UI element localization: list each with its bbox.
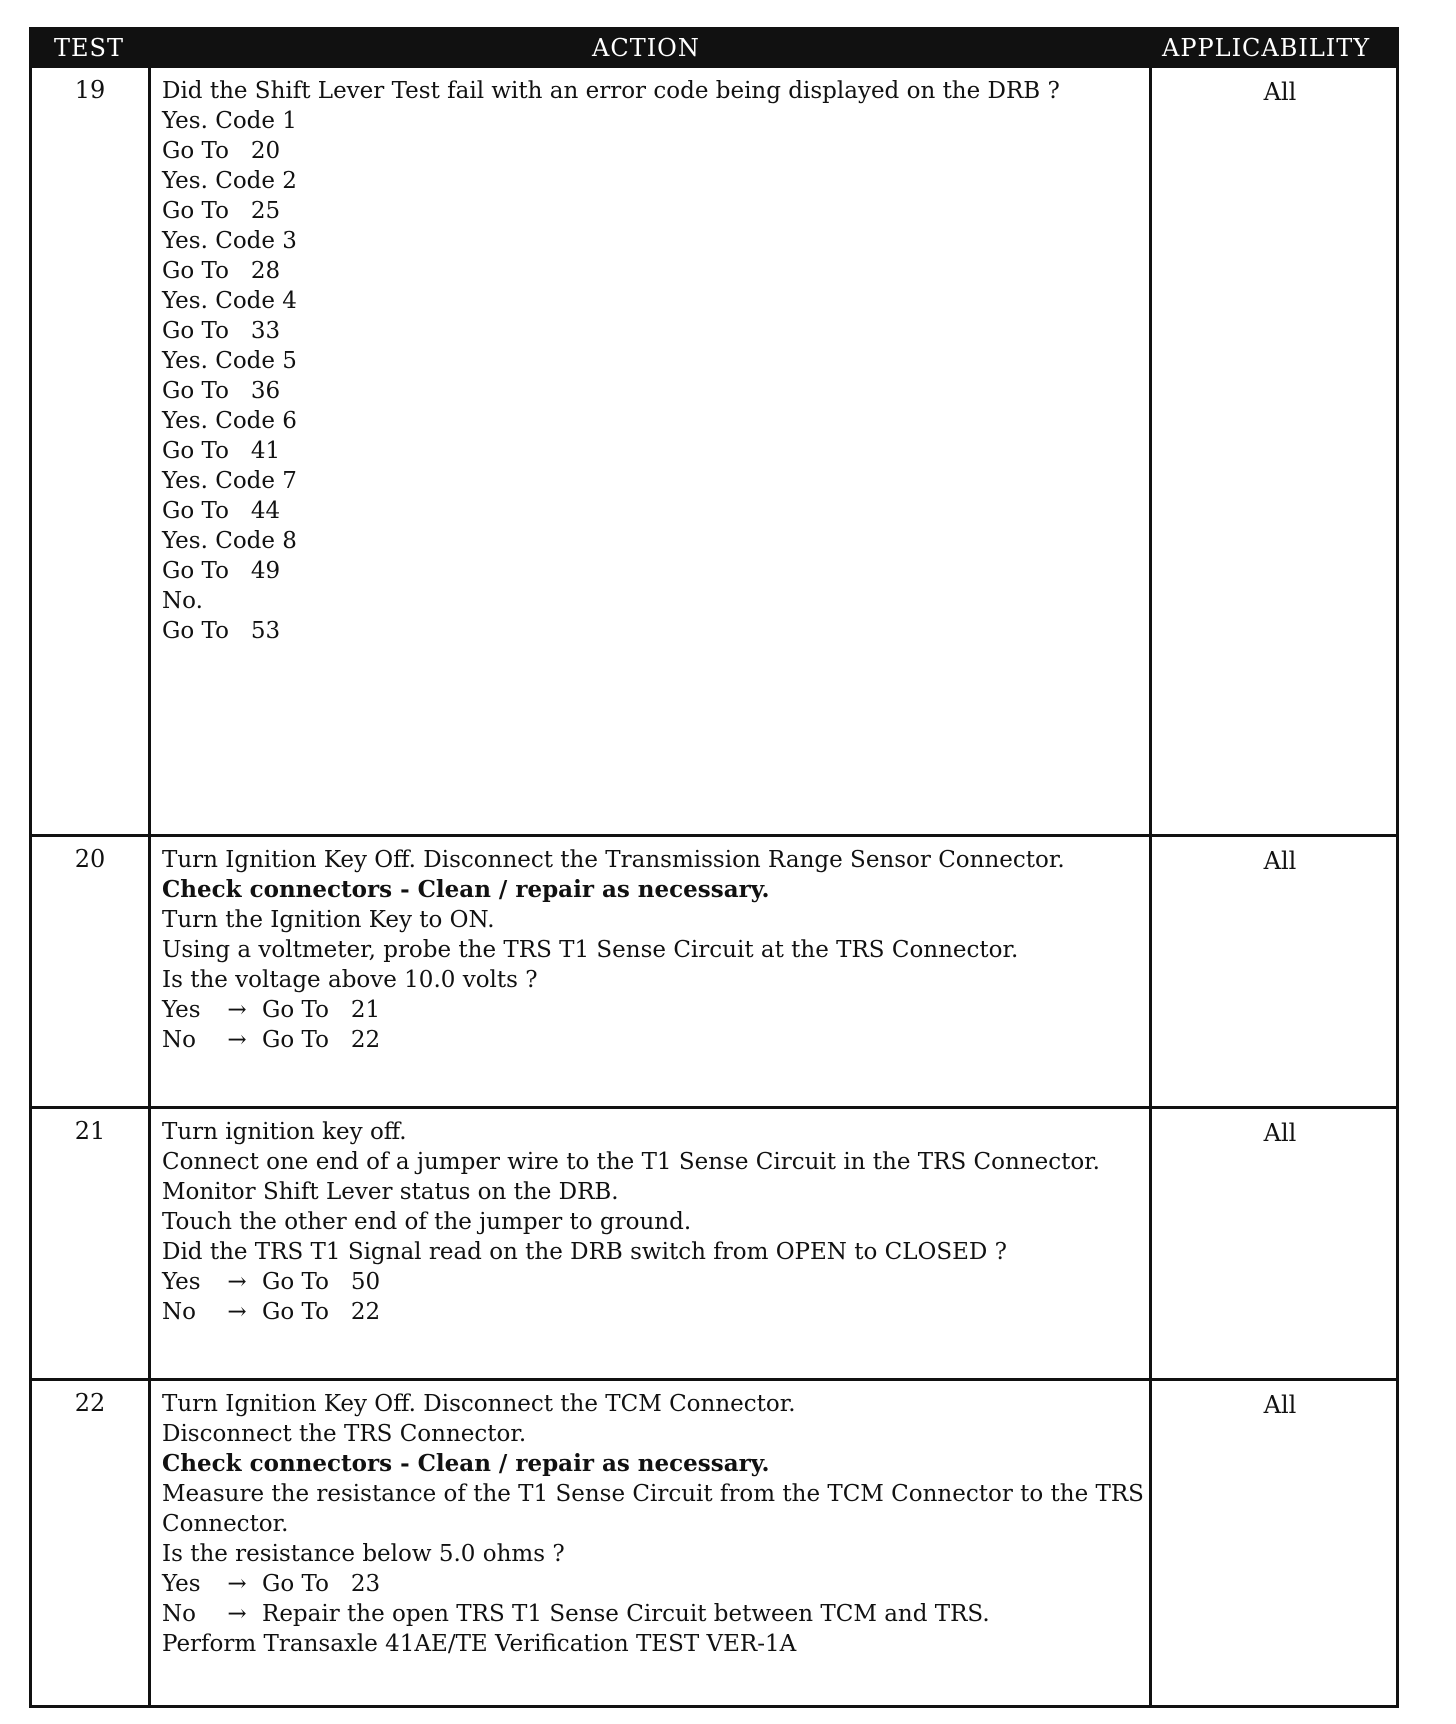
test-number: 21 — [74, 1117, 106, 1145]
action-line-bold: Check connectors - Clean / repair as necessary. — [162, 1450, 770, 1477]
yes-option — [162, 995, 1152, 1025]
code-goto: Go To 49 — [162, 558, 281, 584]
action-line: Monitor Shift Lever status on the DRB. — [162, 1179, 619, 1205]
yes-option — [162, 1569, 1152, 1599]
code-goto: Go To 44 — [162, 498, 281, 524]
code-label: Yes. Code 3 — [162, 228, 297, 254]
code-list — [162, 106, 1152, 646]
table-row — [32, 64, 1396, 834]
no-label: No — [162, 1299, 196, 1325]
table-row — [32, 1106, 1396, 1378]
code-label: No. — [162, 588, 203, 614]
yes-label: Yes — [162, 1571, 201, 1597]
code-label: Yes. Code 8 — [162, 528, 297, 554]
code-goto: Go To 28 — [162, 258, 281, 284]
table-row — [32, 1378, 1396, 1705]
applicability-cell: All — [1263, 847, 1297, 875]
action-line: Measure the resistance of the T1 Sense Circuit from the TCM Connector to the TRS — [162, 1481, 1144, 1507]
action-cell — [162, 76, 1152, 646]
table-header — [32, 30, 1396, 68]
arrow-icon: → — [227, 1299, 247, 1325]
diagnostic-table — [29, 27, 1399, 1708]
code-goto: Go To 36 — [162, 378, 281, 404]
yes-option — [162, 1267, 1152, 1297]
action-line: Did the TRS T1 Signal read on the DRB switch from OPEN to CLOSED ? — [162, 1239, 1008, 1265]
code-label: Yes. Code 5 — [162, 348, 297, 374]
code-goto: Go To 33 — [162, 318, 281, 344]
action-line: Turn the Ignition Key to ON. — [162, 907, 495, 933]
action-line: Connector. — [162, 1511, 289, 1537]
table-row — [32, 834, 1396, 1106]
action-cell — [162, 1117, 1152, 1327]
code-label: Yes. Code 7 — [162, 468, 297, 494]
action-line: Using a voltmeter, probe the TRS T1 Sense Circuit at the TRS Connector. — [162, 937, 1019, 963]
question-text: Did the Shift Lever Test fail with an error code being displayed on the DRB ? — [162, 78, 1060, 104]
no-goto: Go To 22 — [262, 1027, 381, 1053]
yes-label: Yes — [162, 997, 201, 1023]
code-goto: Go To 25 — [162, 198, 281, 224]
applicability-cell: All — [1263, 78, 1297, 106]
action-line-bold: Check connectors - Clean / repair as necessary. — [162, 876, 770, 903]
action-line: Turn Ignition Key Off. Disconnect the Transmission Range Sensor Connector. — [162, 847, 1065, 873]
action-line: Is the voltage above 10.0 volts ? — [162, 967, 538, 993]
applicability-cell: All — [1263, 1119, 1297, 1147]
code-label: Yes. Code 6 — [162, 408, 297, 434]
arrow-icon: → — [227, 1601, 247, 1627]
no-goto: Repair the open TRS T1 Sense Circuit between TCM and TRS. — [262, 1601, 990, 1627]
applicability-cell: All — [1263, 1391, 1297, 1419]
action-line: Connect one end of a jumper wire to the T1 Sense Circuit in the TRS Connector. — [162, 1149, 1100, 1175]
arrow-icon: → — [227, 997, 247, 1023]
code-label: Yes. Code 1 — [162, 108, 297, 134]
yes-goto: Go To 50 — [262, 1269, 381, 1295]
no-label: No — [162, 1027, 196, 1053]
code-goto: Go To 41 — [162, 438, 281, 464]
no-option — [162, 1599, 1152, 1629]
yes-goto: Go To 23 — [262, 1571, 381, 1597]
no-option — [162, 1297, 1152, 1327]
action-line: Disconnect the TRS Connector. — [162, 1421, 527, 1447]
no-goto: Go To 22 — [262, 1299, 381, 1325]
arrow-icon: → — [227, 1571, 247, 1597]
header-test: TEST — [54, 34, 124, 62]
action-cell — [162, 1389, 1152, 1659]
test-number: 22 — [74, 1389, 106, 1417]
code-label: Yes. Code 4 — [162, 288, 297, 314]
no-label: No — [162, 1601, 196, 1627]
header-applicability: APPLICABILITY — [1162, 34, 1371, 62]
header-action: ACTION — [592, 34, 700, 62]
no-goto-continued: Perform Transaxle 41AE/TE Verification TEST VER-1A — [162, 1631, 797, 1657]
action-line: Is the resistance below 5.0 ohms ? — [162, 1541, 565, 1567]
code-goto: Go To 20 — [162, 138, 281, 164]
action-line: Turn ignition key off. — [162, 1119, 407, 1145]
code-goto: Go To 53 — [162, 618, 281, 644]
test-number: 19 — [74, 76, 106, 104]
arrow-icon: → — [227, 1027, 247, 1053]
yes-label: Yes — [162, 1269, 201, 1295]
arrow-icon: → — [227, 1269, 247, 1295]
yes-goto: Go To 21 — [262, 997, 381, 1023]
no-option — [162, 1025, 1152, 1055]
code-label: Yes. Code 2 — [162, 168, 297, 194]
action-line: Turn Ignition Key Off. Disconnect the TCM Connector. — [162, 1391, 796, 1417]
test-number: 20 — [74, 845, 106, 873]
action-line: Touch the other end of the jumper to ground. — [162, 1209, 692, 1235]
action-cell — [162, 845, 1152, 1055]
